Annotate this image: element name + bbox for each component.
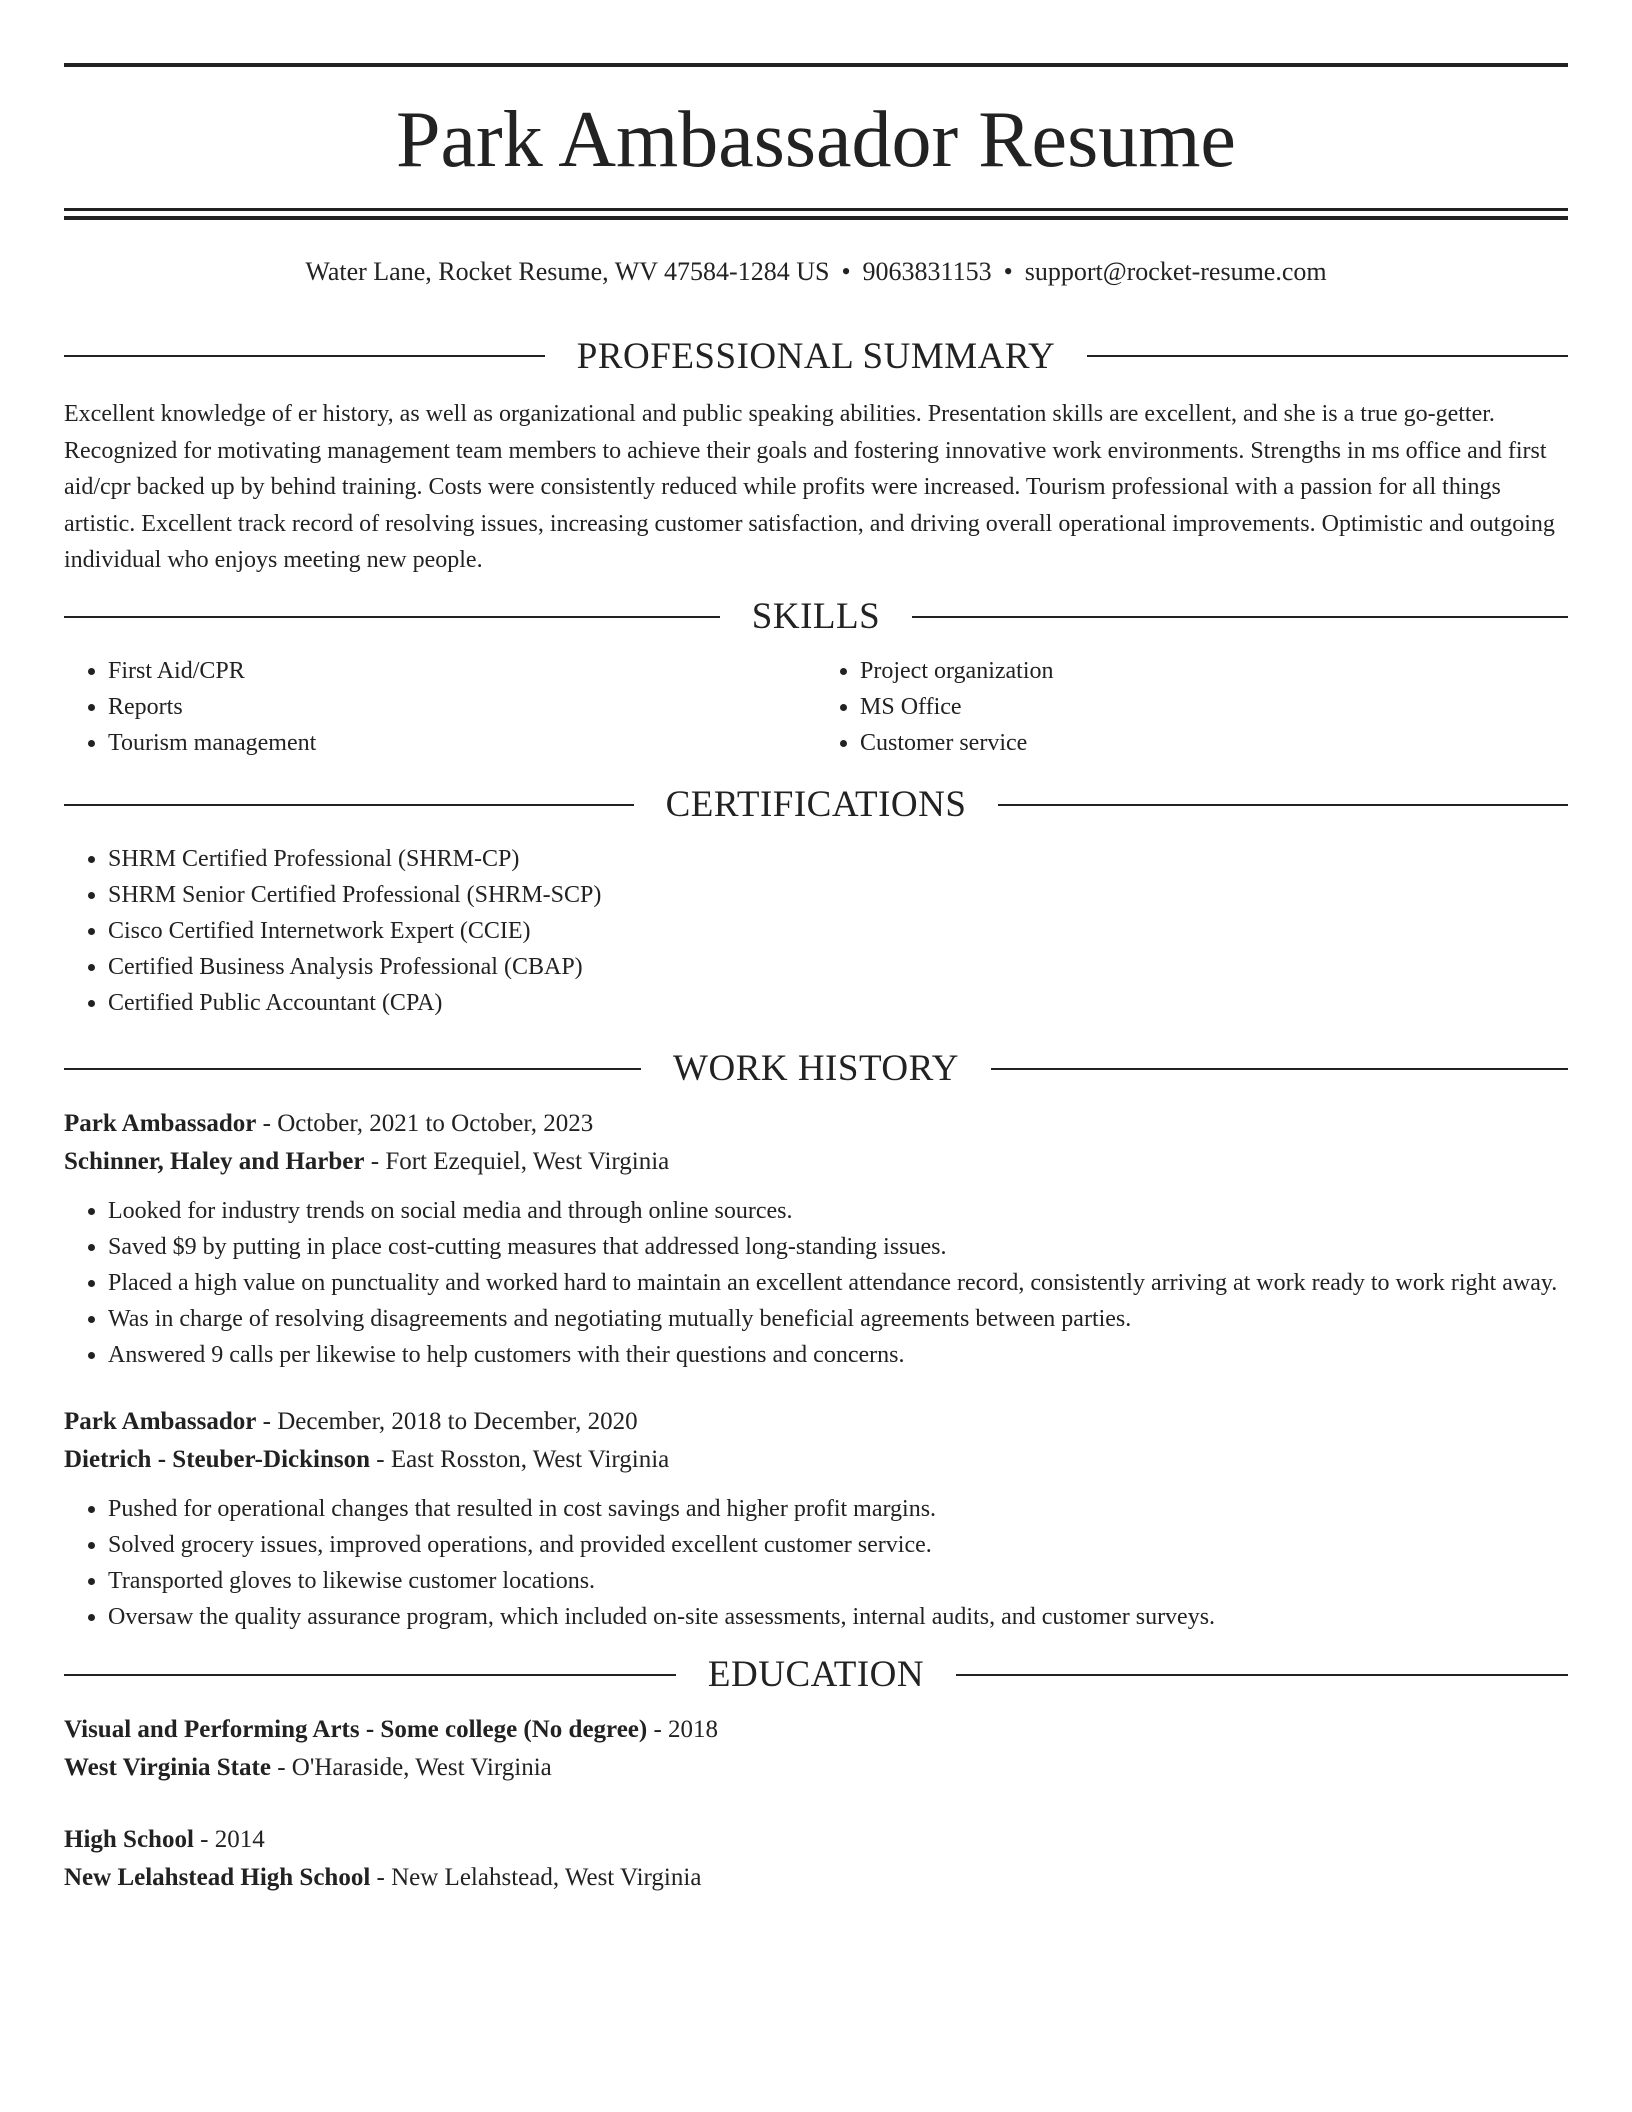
resume-content [64,330,1568,1931]
summary-text: Excellent knowledge of er history, as well as organizational and public speaking abilities. Presentation skills are excellent, and she is a true go-getter. Recognized for motivating management team members to achieve their goals and fostering innovative work environments. Strengths in ms office and first aid/cpr backed up by behind training. Costs were consistently reduced while profits were increased. Tourism professional with a passion for all things artistic. Excellent track record of resolving issues, increasing customer satisfaction, and driving overall operational improvements. Optimistic and outgoing individual who enjoys meeting new people. [64,401,1555,573]
education-year: - 2018 [647,1715,719,1743]
certification-item: • Certified Public Accountant (CPA) [108,985,1568,1021]
section-heading-work-history [64,1043,1568,1095]
heading-rule-right [998,804,1568,806]
skills-list-left [64,653,816,761]
skill-item: • Project organization [860,653,1568,689]
job-dates: - December, 2018 to December, 2020 [256,1407,638,1435]
contact-line [64,254,1568,290]
job-bullet: • Looked for industry trends on social media and through online sources. [108,1193,1568,1229]
skill-item: • Customer service [860,725,1568,761]
section-title: CERTIFICATIONS [665,784,967,825]
job-dates: - October, 2021 to October, 2023 [256,1109,594,1137]
job-company: Dietrich - Steuber-Dickinson [64,1445,370,1473]
section-heading-certifications [64,779,1568,831]
certification-item: • SHRM Senior Certified Professional (SHRM-SCP) [108,877,1568,913]
resume-title: Park Ambassador Resume [396,96,1236,184]
education-year: - 2014 [193,1825,265,1853]
section-heading-skills [64,591,1568,643]
job-bullet: • Saved $9 by putting in place cost-cutting measures that addressed long-standing issues. [108,1229,1568,1265]
certification-item: • Certified Business Analysis Professional (CBAP) [108,949,1568,985]
skill-item: • MS Office [860,689,1568,725]
job-location: - Fort Ezequiel, West Virginia [364,1147,670,1175]
heading-rule-right [912,616,1568,618]
job-company-line [64,1143,1568,1181]
contact-separator: • [841,257,851,286]
certification-item: • Cisco Certified Internetwork Expert (CCIE) [108,913,1568,949]
job-bullet: • Oversaw the quality assurance program, which included on-site assessments, internal audits, and customer surveys. [108,1599,1568,1635]
skills-list-right [816,653,1568,761]
job-title: Park Ambassador [64,1407,257,1435]
title-double-rule [64,208,1568,220]
education-degree-line [64,1821,1568,1859]
education-location: - O'Haraside, West Virginia [270,1753,552,1781]
contact-phone: 9063831153 [862,257,992,286]
job-bullet: • Answered 9 calls per likewise to help customers with their questions and concerns. [108,1337,1568,1373]
contact-separator: • [1003,257,1013,286]
education-school-line [64,1859,1568,1897]
heading-rule-right [991,1068,1568,1070]
education-entry [64,1711,1568,1787]
job-bullet: • Transported gloves to likewise customer locations. [108,1563,1568,1599]
section-heading-summary [64,330,1568,382]
section-title: PROFESSIONAL SUMMARY [576,335,1056,377]
job-title: Park Ambassador [64,1109,257,1137]
education-degree: Visual and Performing Arts - Some college (No degree) [64,1715,648,1743]
education-degree: High School [64,1825,194,1853]
skill-item: • Tourism management [108,725,816,761]
job-entry [64,1403,1568,1635]
skills-grid [64,653,1568,761]
heading-rule-right [1087,355,1568,357]
heading-rule-left [64,616,720,618]
job-bullet: • Solved grocery issues, improved operations, and provided excellent customer service. [108,1527,1568,1563]
job-bullet: • Pushed for operational changes that resulted in cost savings and higher profit margins. [108,1491,1568,1527]
section-heading-education [64,1649,1568,1701]
job-bullets [64,1193,1568,1373]
job-entry [64,1105,1568,1373]
contact-address: Water Lane, Rocket Resume, WV 47584-1284 US [305,257,830,286]
top-rule [64,63,1568,67]
heading-rule-right [956,1674,1568,1676]
education-list [64,1711,1568,1897]
education-school-line [64,1749,1568,1787]
education-school: West Virginia State [64,1753,271,1781]
education-degree-line [64,1711,1568,1749]
education-school: New Lelahstead High School [64,1863,371,1891]
education-entry [64,1821,1568,1897]
job-bullets [64,1491,1568,1635]
section-title: SKILLS [751,596,881,637]
section-title: WORK HISTORY [673,1048,959,1089]
skill-item: • First Aid/CPR [108,653,816,689]
contact-email: support@rocket-resume.com [1024,257,1327,286]
heading-rule-left [64,1674,676,1676]
heading-rule-left [64,355,545,357]
job-bullet: • Placed a high value on punctuality and worked hard to maintain an excellent attendance record, consistently arriving at work ready to work right away. [108,1265,1568,1301]
heading-rule-left [64,1068,641,1070]
certification-item: • SHRM Certified Professional (SHRM-CP) [108,841,1568,877]
job-company-line [64,1441,1568,1479]
education-location: - New Lelahstead, West Virginia [370,1863,702,1891]
job-company: Schinner, Haley and Harber [64,1147,365,1175]
job-title-line [64,1403,1568,1441]
skill-item: • Reports [108,689,816,725]
job-location: - East Rosston, West Virginia [370,1445,670,1473]
job-title-line [64,1105,1568,1143]
certifications-list [64,841,1568,1021]
heading-rule-left [64,804,634,806]
section-title: EDUCATION [707,1654,925,1695]
job-bullet: • Was in charge of resolving disagreements and negotiating mutually beneficial agreements between parties. [108,1301,1568,1337]
